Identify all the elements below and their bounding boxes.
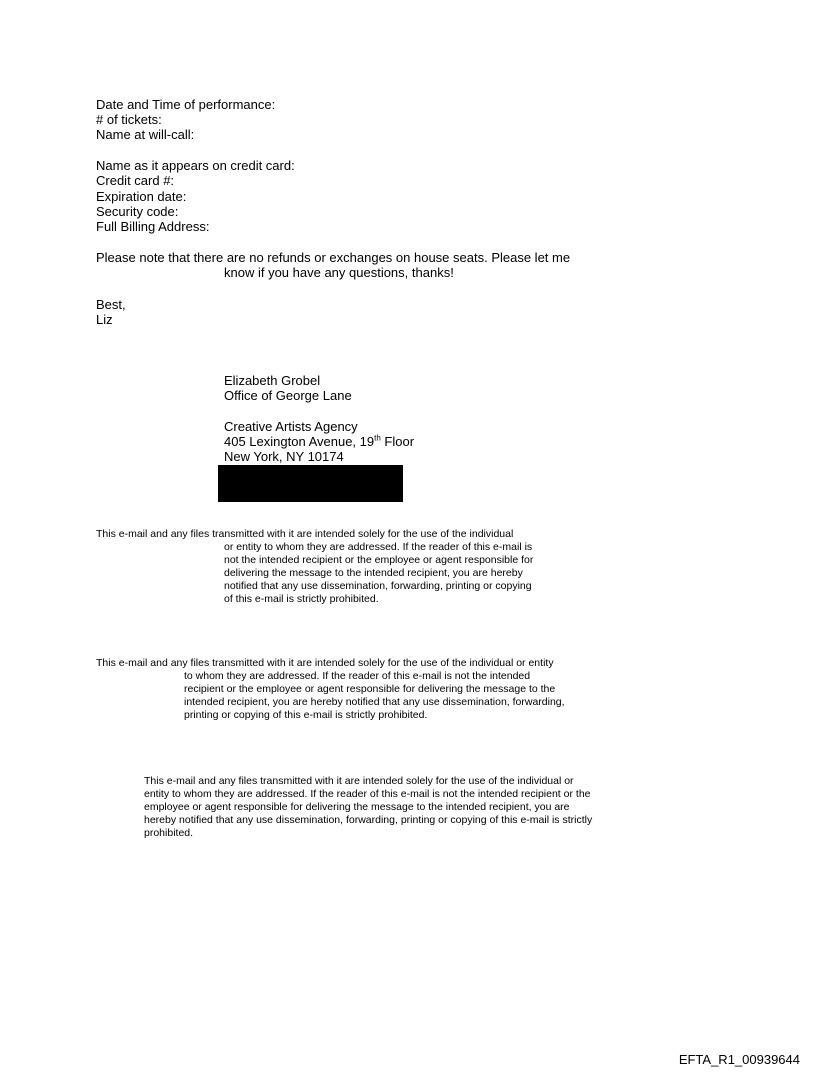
disclaimer-1-line-1: This e-mail and any files transmitted with it are intended solely for the use of the individual — [96, 528, 514, 540]
signature-address — [224, 434, 414, 450]
field-will-call: Name at will-call: — [96, 127, 195, 142]
disclaimer-2-line-1: This e-mail and any files transmitted with it are intended solely for the use of the individual or entity — [96, 657, 554, 669]
address-ordinal: th — [374, 433, 381, 443]
field-security-code: Security code: — [96, 204, 179, 219]
disclaimer-3-line-5: prohibited. — [144, 827, 194, 839]
disclaimer-1-line-6: of this e-mail is strictly prohibited. — [224, 593, 379, 605]
field-date-time: Date and Time of performance: — [96, 97, 276, 112]
closing-salutation: Best, — [96, 297, 126, 312]
note-line-2: know if you have any questions, thanks! — [224, 265, 454, 280]
disclaimer-1-line-3: not the intended recipient or the employee or agent responsible for — [224, 554, 534, 566]
address-floor: Floor — [380, 434, 415, 449]
disclaimer-3-line-4: hereby notified that any use dissemination, forwarding, printing or copying of this e-mail is strictly — [144, 814, 593, 826]
address-street: 405 Lexington Avenue, 19 — [224, 434, 375, 449]
disclaimer-1-line-5: notified that any use dissemination, forwarding, printing or copying — [224, 580, 532, 592]
signature-city: New York, NY 10174 — [224, 449, 344, 464]
disclaimer-1-line-4: delivering the message to the intended recipient, you are hereby — [224, 567, 523, 579]
field-card-name: Name as it appears on credit card: — [96, 158, 295, 173]
disclaimer-2-line-5: printing or copying of this e-mail is strictly prohibited. — [184, 709, 428, 721]
redaction-block — [218, 465, 403, 502]
closing-name: Liz — [96, 312, 113, 327]
signature-company: Creative Artists Agency — [224, 419, 358, 434]
disclaimer-2-line-2: to whom they are addressed. If the reader of this e-mail is not the intended — [184, 670, 531, 682]
disclaimer-2-line-4: intended recipient, you are hereby notified that any use dissemination, forwarding, — [184, 696, 565, 708]
signature-office: Office of George Lane — [224, 388, 352, 403]
disclaimer-3-line-3: employee or agent responsible for delivering the message to the intended recipient, you are — [144, 801, 570, 813]
disclaimer-2-line-3: recipient or the employee or agent responsible for delivering the message to the — [184, 683, 556, 695]
disclaimer-3-line-1: This e-mail and any files transmitted with it are intended solely for the use of the individual or — [144, 775, 574, 787]
field-tickets: # of tickets: — [96, 112, 162, 127]
field-expiration: Expiration date: — [96, 189, 187, 204]
disclaimer-1-line-2: or entity to whom they are addressed. If the reader of this e-mail is — [224, 541, 533, 553]
signature-name: Elizabeth Grobel — [224, 373, 321, 388]
note-line-1: Please note that there are no refunds or exchanges on house seats. Please let me — [96, 250, 571, 265]
field-card-number: Credit card #: — [96, 173, 175, 188]
field-billing-address: Full Billing Address: — [96, 219, 210, 234]
document-id: EFTA_R1_00939644 — [678, 1052, 800, 1067]
disclaimer-3-line-2: entity to whom they are addressed. If the reader of this e-mail is not the intended recipient or the — [144, 788, 591, 800]
